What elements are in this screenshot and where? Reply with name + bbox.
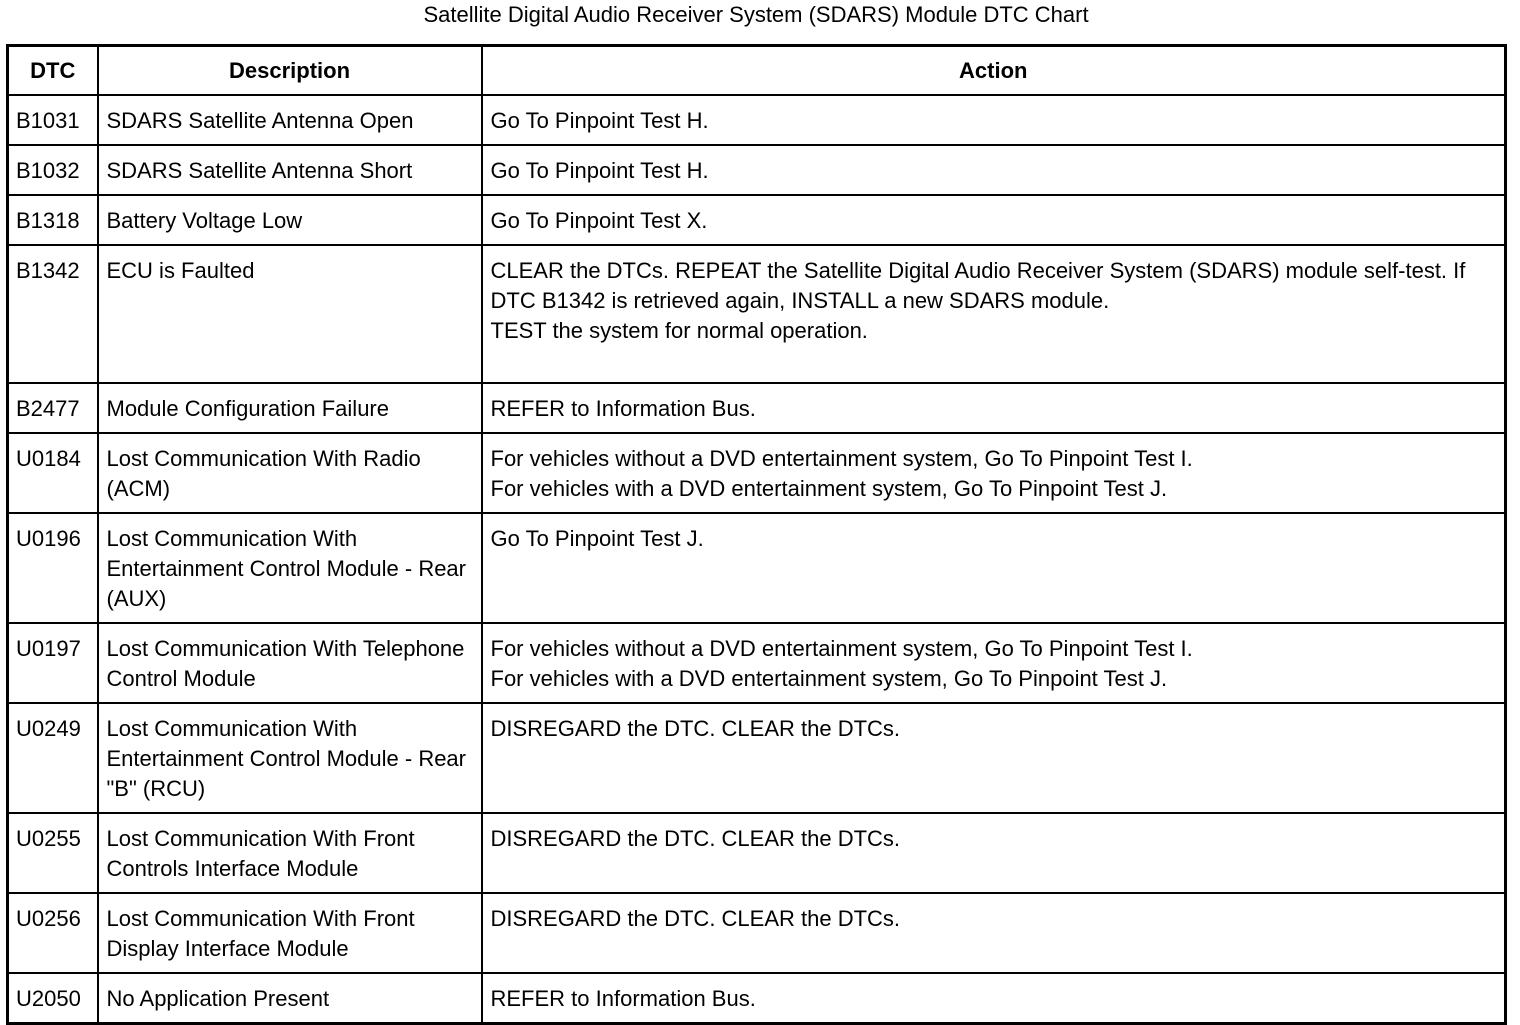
action-cell (482, 95, 1506, 145)
action-line: REFER to Information Bus. (490, 986, 756, 1011)
dtc-code-cell: U0197 (8, 623, 98, 703)
table-row (8, 703, 1506, 813)
description-cell: ECU is Faulted (98, 245, 482, 383)
action-cell (482, 893, 1506, 973)
action-line: Go To Pinpoint Test J. (490, 526, 704, 551)
table-row (8, 383, 1506, 433)
action-line: CLEAR the DTCs. REPEAT the Satellite Digital Audio Receiver System (SDARS) module self-test. If DTC B1342 is retrieved again, INSTALL a new SDARS module. (490, 258, 1466, 313)
dtc-code-cell: B1318 (8, 195, 98, 245)
table-row (8, 245, 1506, 383)
dtc-code-cell: B1342 (8, 245, 98, 383)
description-cell: No Application Present (98, 973, 482, 1024)
description-cell: Module Configuration Failure (98, 383, 482, 433)
table-row (8, 195, 1506, 245)
action-line: For vehicles with a DVD entertainment system, Go To Pinpoint Test J. (490, 666, 1168, 691)
action-line: For vehicles without a DVD entertainment system, Go To Pinpoint Test I. (490, 636, 1193, 661)
dtc-code-cell: B2477 (8, 383, 98, 433)
description-cell: Lost Communication With Entertainment Control Module - Rear (AUX) (98, 513, 482, 623)
action-line: DISREGARD the DTC. CLEAR the DTCs. (490, 716, 901, 741)
action-cell (482, 145, 1506, 195)
action-cell (482, 623, 1506, 703)
table-body (8, 95, 1506, 1024)
action-line: Go To Pinpoint Test X. (490, 208, 708, 233)
description-cell: SDARS Satellite Antenna Open (98, 95, 482, 145)
dtc-code-cell: U0256 (8, 893, 98, 973)
action-line: Go To Pinpoint Test H. (490, 108, 709, 133)
action-cell (482, 245, 1506, 383)
action-line: DISREGARD the DTC. CLEAR the DTCs. (490, 826, 901, 851)
description-cell: Lost Communication With Radio (ACM) (98, 433, 482, 513)
action-line: For vehicles with a DVD entertainment system, Go To Pinpoint Test J. (490, 476, 1168, 501)
action-cell (482, 973, 1506, 1024)
table-row (8, 513, 1506, 623)
page-title: Satellite Digital Audio Receiver System (SDARS) Module DTC Chart (423, 2, 1089, 27)
description-cell: Battery Voltage Low (98, 195, 482, 245)
description-cell: Lost Communication With Telephone Control Module (98, 623, 482, 703)
dtc-table (6, 44, 1507, 1025)
description-cell: SDARS Satellite Antenna Short (98, 145, 482, 195)
action-cell (482, 813, 1506, 893)
table-row (8, 433, 1506, 513)
column-header-action: Action (482, 46, 1506, 96)
action-line: REFER to Information Bus. (490, 396, 756, 421)
table-header-row (8, 46, 1506, 96)
action-cell (482, 383, 1506, 433)
dtc-code-cell: B1032 (8, 145, 98, 195)
action-cell (482, 433, 1506, 513)
action-cell (482, 513, 1506, 623)
action-line: For vehicles without a DVD entertainment system, Go To Pinpoint Test I. (490, 446, 1193, 471)
description-cell: Lost Communication With Entertainment Control Module - Rear "B" (RCU) (98, 703, 482, 813)
action-line: Go To Pinpoint Test H. (490, 158, 709, 183)
table-row (8, 813, 1506, 893)
dtc-code-cell: U0196 (8, 513, 98, 623)
column-header-dtc: DTC (8, 46, 98, 96)
description-cell: Lost Communication With Front Display Interface Module (98, 893, 482, 973)
dtc-code-cell: U0249 (8, 703, 98, 813)
column-header-description: Description (98, 46, 482, 96)
table-row (8, 623, 1506, 703)
description-cell: Lost Communication With Front Controls Interface Module (98, 813, 482, 893)
table-row (8, 145, 1506, 195)
dtc-code-cell: U0255 (8, 813, 98, 893)
dtc-code-cell: B1031 (8, 95, 98, 145)
table-row (8, 893, 1506, 973)
dtc-code-cell: U0184 (8, 433, 98, 513)
table-row (8, 95, 1506, 145)
action-line: DISREGARD the DTC. CLEAR the DTCs. (490, 906, 901, 931)
action-line: TEST the system for normal operation. (490, 318, 868, 343)
action-cell (482, 195, 1506, 245)
action-cell (482, 703, 1506, 813)
dtc-code-cell: U2050 (8, 973, 98, 1024)
table-row (8, 973, 1506, 1024)
